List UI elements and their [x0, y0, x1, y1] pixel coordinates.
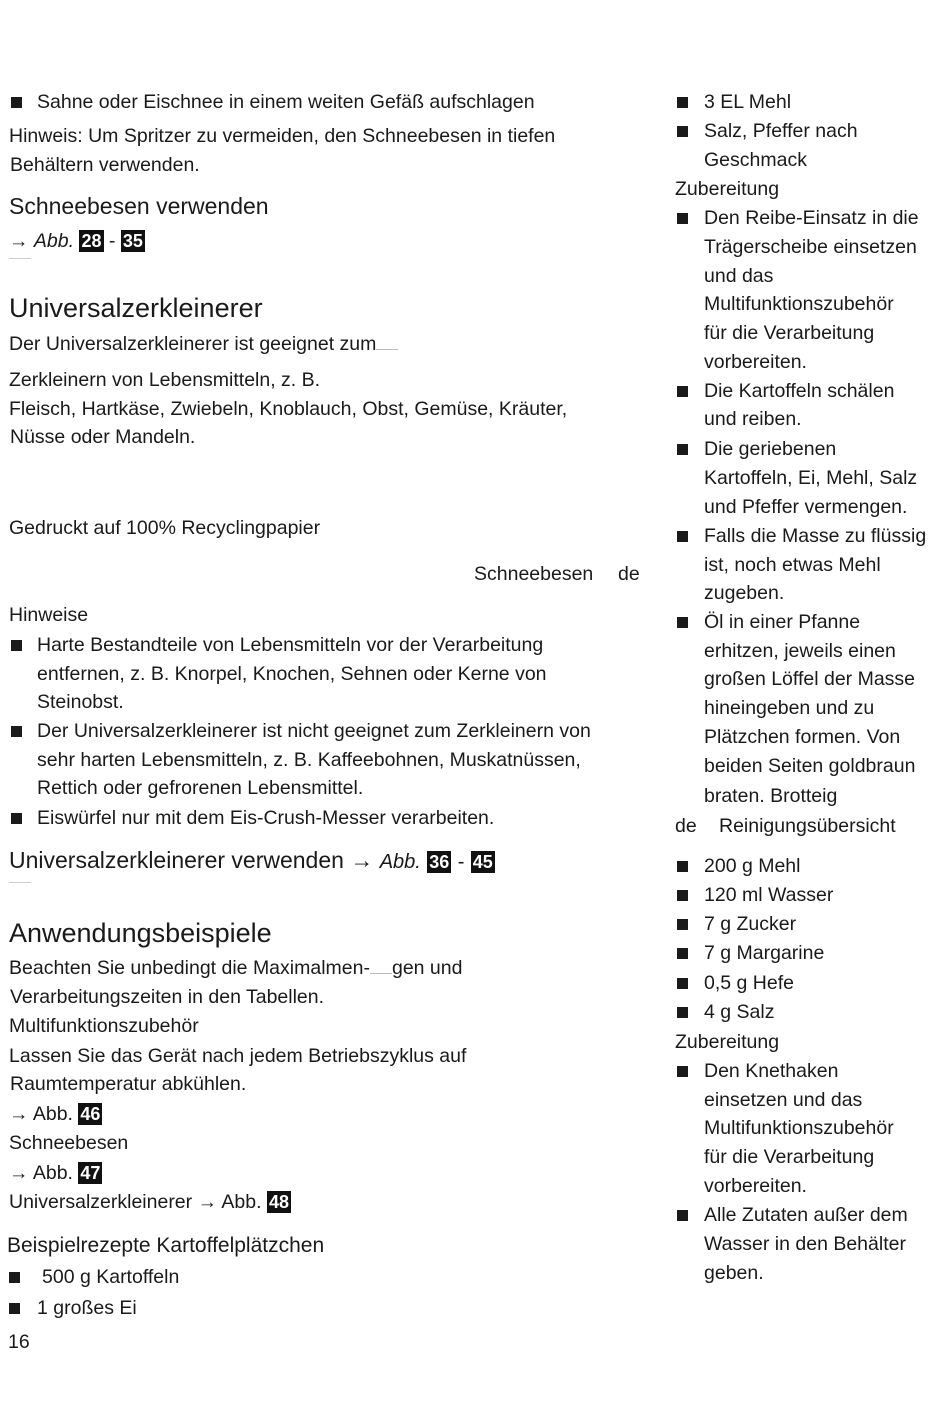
paragraph-line: Lassen Sie das Gerät nach jedem Betriebszyklus auf	[9, 1045, 467, 1067]
list-item: Falls die Masse zu flüssig	[704, 525, 927, 547]
section-heading: Universalzerkleinerer verwenden → Abb. 36 - 45	[9, 847, 493, 873]
language-tag: de	[618, 563, 640, 585]
figure-reference: → Abb. 47	[9, 1162, 101, 1184]
list-item: vorbereiten.	[704, 1175, 807, 1197]
figure-number-badge: 47	[80, 1163, 101, 1183]
list-item: Salz, Pfeffer nach	[704, 120, 858, 142]
list-item: 500 g Kartoffeln	[42, 1266, 180, 1288]
list-item: geben.	[704, 1262, 764, 1284]
arrow-icon: →	[9, 1103, 29, 1125]
list-item: 3 EL Mehl	[704, 91, 792, 113]
figure-reference: → Abb. 46	[9, 1103, 101, 1125]
figure-number-badge: 46	[80, 1104, 101, 1124]
list-item: 1 großes Ei	[37, 1297, 137, 1319]
figure-number-badge: 28	[81, 231, 102, 251]
bullet-icon	[677, 213, 688, 224]
list-item: und das	[704, 265, 774, 287]
figure-number-badge: 45	[472, 852, 493, 872]
list-item: 200 g Mehl	[704, 855, 801, 877]
paragraph-line: Fleisch, Hartkäse, Zwiebeln, Knoblauch, Obst, Gemüse, Kräuter,	[9, 398, 568, 420]
note-text: Hinweis: Um Spritzer zu vermeiden, den Schneebesen in tiefen	[9, 125, 556, 147]
section-heading: Schneebesen verwenden	[9, 193, 269, 219]
list-item: braten. Brotteig	[704, 785, 838, 807]
list-item: für die Verarbeitung	[704, 322, 875, 344]
section-heading: Universalzerkleinerer	[9, 293, 263, 323]
subheading: Zubereitung	[675, 1031, 780, 1053]
language-tag: de	[675, 815, 697, 837]
list-item: 0,5 g Hefe	[704, 972, 794, 994]
arrow-icon: →	[9, 230, 29, 252]
print-note: Gedruckt auf 100% Recyclingpapier	[9, 517, 321, 539]
bullet-icon	[677, 948, 688, 959]
arrow-icon: →	[197, 1191, 218, 1213]
subheading: Hinweise	[9, 604, 89, 626]
divider	[370, 965, 392, 974]
list-item: 4 g Salz	[704, 1001, 775, 1023]
paragraph-line: Raumtemperatur abkühlen.	[10, 1073, 247, 1095]
list-item: Harte Bestandteile von Lebensmitteln vor der Verarbeitung	[37, 634, 544, 656]
list-item: erhitzen, jeweils einen	[704, 640, 896, 662]
arrow-icon: →	[350, 847, 374, 873]
list-item: Wasser in den Behälter	[704, 1233, 906, 1255]
list-item: beiden Seiten goldbraun	[704, 755, 916, 777]
subheading: Zubereitung	[675, 178, 780, 200]
figure-reference: → Abb. 28 - 35	[9, 230, 143, 252]
list-item: entfernen, z. B. Knorpel, Knochen, Sehnen oder Kerne von	[37, 663, 547, 685]
running-header: Schneebesen	[474, 563, 594, 585]
bullet-icon	[677, 890, 688, 901]
list-item: 120 ml Wasser	[704, 884, 834, 906]
paragraph-line: Zerkleinern von Lebensmitteln, z. B.	[9, 369, 321, 391]
list-item: Alle Zutaten außer dem	[704, 1204, 908, 1226]
list-item: Der Universalzerkleinerer ist nicht geeignet zum Zerkleinern von	[37, 720, 591, 742]
bullet-icon	[9, 1272, 20, 1283]
bullet-icon	[677, 1007, 688, 1018]
bullet-icon	[677, 386, 688, 397]
bullet-icon	[677, 444, 688, 455]
arrow-icon: →	[9, 1162, 29, 1184]
divider	[9, 258, 31, 259]
bullet-icon	[677, 97, 688, 108]
bullet-icon	[677, 978, 688, 989]
list-item: vorbereiten.	[704, 351, 807, 373]
figure-number-badge: 35	[122, 231, 143, 251]
running-header: Reinigungsübersicht	[719, 815, 896, 837]
section-heading: Anwendungsbeispiele	[9, 918, 272, 948]
paragraph-line: Verarbeitungszeiten in den Tabellen.	[10, 986, 325, 1008]
list-item: Steinobst.	[37, 691, 124, 713]
list-item: Die geriebenen	[704, 438, 837, 460]
bullet-icon	[677, 1066, 688, 1077]
divider	[376, 341, 398, 350]
list-item: und Pfeffer vermengen.	[704, 496, 908, 518]
subheading: Multifunktionszubehör	[9, 1015, 199, 1037]
bullet-icon	[9, 1303, 20, 1314]
list-item: und reiben.	[704, 408, 802, 430]
bullet-icon	[11, 640, 22, 651]
subheading: Schneebesen	[9, 1132, 129, 1154]
figure-number-badge: 48	[268, 1192, 289, 1212]
paragraph-line: Der Universalzerkleinerer ist geeignet zum	[9, 330, 398, 359]
list-item: Sahne oder Eischnee in einem weiten Gefäß aufschlagen	[37, 91, 535, 113]
list-item: 7 g Margarine	[704, 942, 825, 964]
bullet-icon	[677, 861, 688, 872]
list-item: einsetzen und das	[704, 1089, 863, 1111]
list-item: Die Kartoffeln schälen	[704, 380, 895, 402]
list-item: ist, noch etwas Mehl	[704, 554, 881, 576]
list-item: für die Verarbeitung	[704, 1146, 875, 1168]
list-item: großen Löffel der Masse	[704, 668, 916, 690]
list-item: Trägerscheibe einsetzen	[704, 236, 917, 258]
list-item: Eiswürfel nur mit dem Eis-Crush-Messer verarbeiten.	[37, 807, 495, 829]
bullet-icon	[677, 1210, 688, 1221]
section-heading: Beispielrezepte Kartoffelplätzchen	[7, 1234, 325, 1257]
list-item: sehr harten Lebensmitteln, z. B. Kaffeebohnen, Muskatnüssen,	[37, 749, 581, 771]
divider	[9, 882, 31, 883]
bullet-icon	[11, 97, 22, 108]
bullet-icon	[11, 726, 22, 737]
note-text: Behältern verwenden.	[10, 154, 200, 176]
list-item: hineingeben und zu	[704, 697, 875, 719]
bullet-icon	[11, 813, 22, 824]
list-item: Plätzchen formen. Von	[704, 726, 901, 748]
paragraph-line: Nüsse oder Mandeln.	[10, 426, 196, 448]
figure-number-badge: 36	[429, 852, 450, 872]
bullet-icon	[677, 919, 688, 930]
list-item: zugeben.	[704, 582, 785, 604]
list-item: Multifunktionszubehör	[704, 1117, 894, 1139]
list-item: Den Knethaken	[704, 1060, 839, 1082]
list-item: Multifunktionszubehör	[704, 293, 894, 315]
list-item: Den Reibe-Einsatz in die	[704, 207, 919, 229]
list-item: 7 g Zucker	[704, 913, 797, 935]
paragraph-line: Beachten Sie unbedingt die Maximalmen- gen und	[9, 957, 463, 979]
list-item: Rettich oder gefrorenen Lebensmittel.	[37, 777, 364, 799]
bullet-icon	[677, 126, 688, 137]
list-item: Öl in einer Pfanne	[704, 611, 861, 633]
bullet-icon	[677, 531, 688, 542]
list-item: Geschmack	[704, 149, 807, 171]
figure-reference: Universalzerkleinerer → Abb. 48	[9, 1191, 289, 1213]
bullet-icon	[677, 617, 688, 628]
page-number: 16	[8, 1331, 30, 1353]
list-item: Kartoffeln, Ei, Mehl, Salz	[704, 467, 918, 489]
